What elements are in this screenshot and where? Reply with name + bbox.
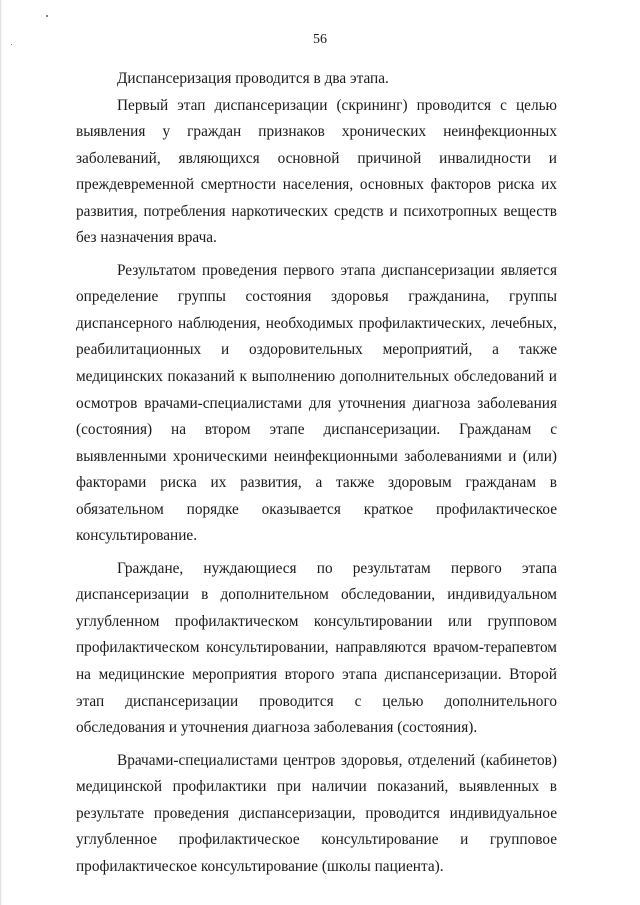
- scan-edge-shadow: [0, 0, 2, 905]
- scan-speck: [46, 15, 48, 17]
- paragraph: Первый этап диспансеризации (скрининг) проводится с целью выявления у граждан признаков хронических неинфекционных заболеваний, являющихся основной причиной инвалидности и преждевременной смертности населения, основных факторов риска их развития, потребления наркотических средств и психотропных веществ без назначения врача.: [76, 96, 557, 247]
- page-number: 56: [313, 32, 327, 47]
- document-body: [76, 66, 557, 880]
- paragraph: Результатом проведения первого этапа диспансеризации является определение группы состояния здоровья гражданина, группы диспансерного наблюдения, необходимых профилактических, лечебных, реабилитационных и оздоровительных мероприятий, а также медицинских показаний к выполнению дополнительных обследований и осмотров врачами-специалистами для уточнения диагноза заболевания (состояния) на втором этапе диспансеризации. Гражданам с выявленными хроническими неинфекционными заболеваниями и (или) факторами риска их развития, а также здоровым гражданам в обязательном порядке оказывается краткое профилактическое консультирование.: [76, 261, 557, 545]
- paragraph: Врачами-специалистами центров здоровья, отделений (кабинетов) медицинской профилактики при наличии показаний, выявленных в результате проведения диспансеризации, проводится индивидуальное углубленное профилактическое консультирование и групповое профилактическое консультирование (школы пациента).: [76, 751, 557, 875]
- paragraph: Диспансеризация проводится в два этапа.: [117, 70, 389, 87]
- paragraph: Граждане, нуждающиеся по результатам первого этапа диспансеризации в дополнительном обследовании, индивидуальном углубленном профилактическом консультировании или групповом профилактическом консультировании, направляются врачом-терапевтом на медицинские мероприятия второго этапа диспансеризации. Второй этап диспансеризации проводится с целью дополнительного обследования и уточнения диагноза заболевания (состояния).: [76, 559, 557, 737]
